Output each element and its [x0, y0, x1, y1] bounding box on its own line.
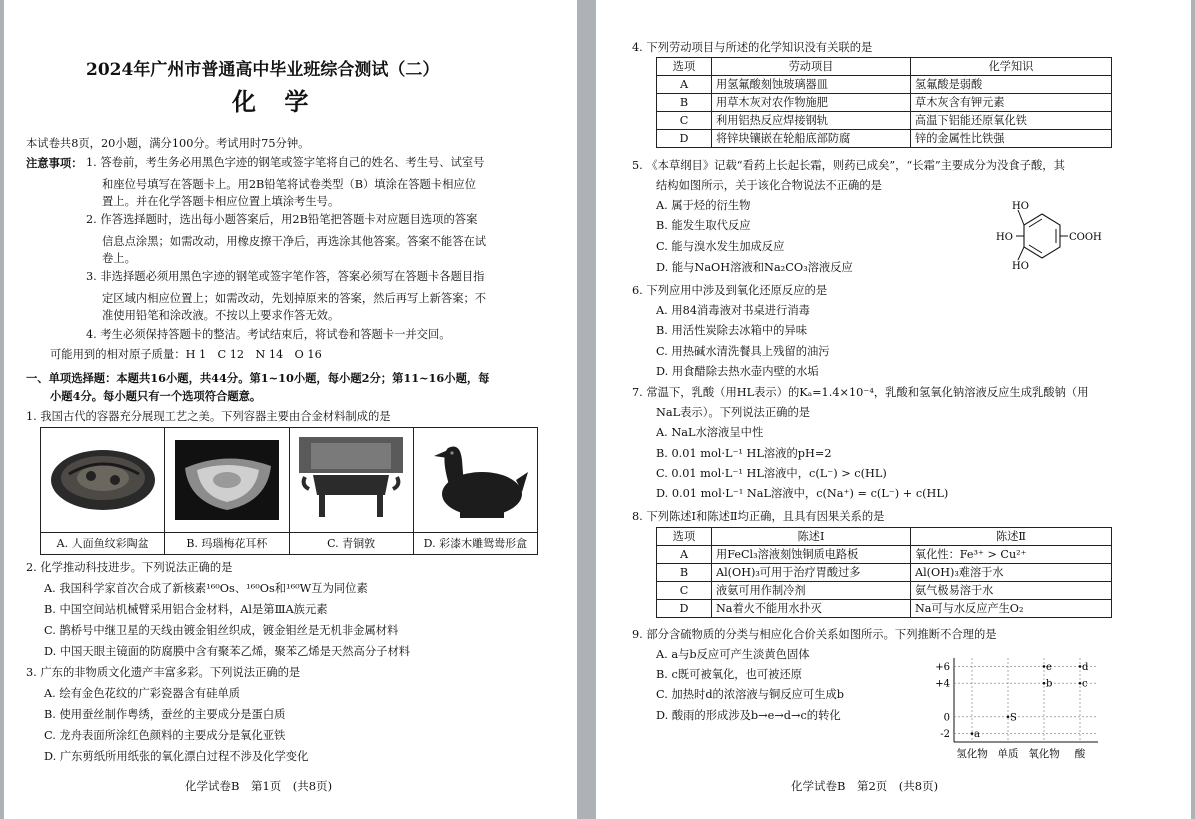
y-tick-label: -2 — [940, 729, 950, 741]
table-cell: C — [657, 112, 712, 130]
y-tick-label: 0 — [943, 712, 950, 724]
table-row — [657, 94, 1112, 112]
table-row — [657, 546, 1112, 564]
subject-title: 化 学 — [232, 87, 319, 116]
table-row — [657, 76, 1112, 94]
table-header-row — [657, 528, 1112, 546]
page-1 — [4, 0, 577, 819]
x-category-label: 酸 — [1074, 748, 1086, 760]
table-cell: 用草木灰对农作物施肥 — [712, 94, 911, 112]
q2-option: A. 我国科学家首次合成了新核素¹⁶⁰Os、¹⁶⁰Os和¹⁶⁰W互为同位素 — [44, 582, 368, 595]
data-point — [1043, 665, 1046, 668]
table-cell: 液氨可用作制冷剂 — [712, 582, 911, 600]
q5-option: B. 能发生取代反应 — [656, 219, 751, 232]
data-point-label: d — [1082, 661, 1089, 673]
q1-option-a: A. 人面鱼纹彩陶盆 — [56, 537, 149, 550]
ho-label: HO — [1012, 201, 1029, 212]
question-7-stem: 7. 常温下，乳酸（用HL表示）的Kₐ=1.4×10⁻⁴，乳酸和氢氧化钠溶液反应生成乳酸钠（用 — [632, 386, 1089, 399]
question-2-stem: 2. 化学推动科技进步。下列说法正确的是 — [26, 561, 233, 574]
q3-option: D. 广东剪纸所用纸张的氧化漂白过程不涉及化学变化 — [44, 750, 309, 763]
question-5-stem: 5. 《本草纲目》记载“看药上长起长霜，则药已成矣”，“长霜”主要成分为没食子酸，其 — [632, 159, 1065, 172]
q1-option-b: B. 玛瑙梅花耳杯 — [186, 537, 268, 550]
sulfur-valence-chart — [926, 650, 1106, 764]
q1-option-cell — [290, 428, 414, 554]
q2-option: D. 中国天眼主镜面的防腐膜中含有聚苯乙烯，聚苯乙烯是天然高分子材料 — [44, 645, 411, 658]
q9-option: B. c既可被氧化，也可被还原 — [656, 668, 803, 681]
q3-option: C. 龙舟表面所涂红色颜料的主要成分是氧化亚铁 — [44, 729, 286, 742]
notice-line: 定区域内相应位置上；如需改动，先划掉原来的答案，然后再写上新答案；不 — [102, 292, 487, 305]
notice-line: 准使用铅笔和涂改液。不按以上要求作答无效。 — [102, 309, 340, 322]
table-header: 陈述Ⅰ — [712, 528, 911, 546]
q7-option: B. 0.01 mol·L⁻¹ HL溶液的pH=2 — [656, 447, 832, 460]
notice-line: 3. 非选择题必须用黑色字迹的钢笔或签字笔作答，答案必须写在答题卡各题目指 — [86, 270, 485, 283]
cooh-label: COOH — [1069, 232, 1102, 243]
table-cell: B — [657, 564, 712, 582]
question-3-stem: 3. 广东的非物质文化遗产丰富多彩。下列说法正确的是 — [26, 666, 301, 679]
notice-label: 注意事项： — [26, 156, 83, 170]
table-cell: Al(OH)₃可用于治疗胃酸过多 — [712, 564, 911, 582]
data-point — [1079, 665, 1082, 668]
ho-label: HO — [996, 232, 1013, 243]
pottery-basin-image — [41, 428, 164, 533]
table-header-row — [657, 58, 1112, 76]
data-point-label: c — [1082, 678, 1088, 690]
agate-cup-image — [165, 428, 288, 533]
q4-table — [656, 57, 1112, 148]
table-cell: 将锌块镶嵌在轮船底部防腐 — [712, 130, 911, 148]
q9-option: A. a与b反应可产生淡黄色固体 — [656, 648, 810, 661]
question-4-stem: 4. 下列劳动项目与所述的化学知识没有关联的是 — [632, 41, 873, 54]
table-cell: A — [657, 546, 712, 564]
table-cell: 氧化性：Fe³⁺ > Cu²⁺ — [911, 546, 1112, 564]
q5-option: C. 能与溴水发生加成反应 — [656, 240, 785, 253]
q1-image-table — [40, 427, 538, 555]
table-cell: Na可与水反应产生O₂ — [911, 600, 1112, 618]
table-header: 劳动项目 — [712, 58, 911, 76]
question-7-stem: NaL表示）。下列说法正确的是 — [656, 406, 811, 419]
question-1-stem: 1. 我国古代的容器充分展现工艺之美。下列容器主要由合金材料制成的是 — [26, 410, 391, 423]
table-cell: 用FeCl₃溶液刻蚀铜质电路板 — [712, 546, 911, 564]
question-5-stem: 结构如图所示，关于该化合物说法不正确的是 — [656, 179, 882, 192]
table-cell: 锌的金属性比铁强 — [911, 130, 1112, 148]
q5-option: A. 属于烃的衍生物 — [656, 199, 751, 212]
intro-text: 本试卷共8页，20小题，满分100分。考试用时75分钟。 — [26, 137, 310, 150]
question-6-stem: 6. 下列应用中涉及到氧化还原反应的是 — [632, 284, 828, 297]
table-header: 化学知识 — [911, 58, 1112, 76]
q5-option: D. 能与NaOH溶液和Na₂CO₃溶液反应 — [656, 261, 853, 274]
q9-option: C. 加热时d的浓溶液与铜反应可生成b — [656, 688, 845, 701]
y-tick-label: +6 — [935, 661, 950, 673]
y-tick-label: +4 — [935, 678, 950, 690]
notice-line: 信息点涂黑；如需改动，用橡皮擦干净后，再选涂其他答案。答案不能答在试 — [102, 235, 487, 248]
table-header: 选项 — [657, 58, 712, 76]
table-row — [657, 564, 1112, 582]
section-heading: 小题4分。每小题只有一个选项符合题意。 — [50, 389, 262, 403]
table-cell: C — [657, 582, 712, 600]
table-cell: 氢氟酸是弱酸 — [911, 76, 1112, 94]
table-cell: D — [657, 600, 712, 618]
notice-line: 4. 考生必须保持答题卡的整洁。考试结束后，将试卷和答题卡一并交回。 — [86, 328, 451, 341]
section-heading: 一、单项选择题：本题共16小题，共44分。第1~10小题，每小题2分；第11~16小题，每 — [26, 371, 490, 385]
q1-option-d: D. 彩漆木雕鸳鸯形盒 — [423, 537, 528, 550]
q9-option: D. 酸雨的形成涉及b→e→d→c的转化 — [656, 709, 841, 722]
q2-option: B. 中国空间站机械臂采用铝合金材料，Al是第ⅢA族元素 — [44, 603, 328, 616]
table-cell: Na着火不能用水扑灭 — [712, 600, 911, 618]
page-footer: 化学试卷B 第1页 (共8页) — [185, 779, 333, 793]
q8-table — [656, 527, 1112, 618]
table-header: 选项 — [657, 528, 712, 546]
x-category-label: 氢化物 — [956, 748, 988, 760]
table-cell: D — [657, 130, 712, 148]
gallic-acid-structure — [994, 196, 1109, 272]
q7-option: A. NaL水溶液呈中性 — [656, 426, 764, 439]
duck-box-image — [414, 428, 537, 533]
q6-option: D. 用食醋除去热水壶内壁的水垢 — [656, 365, 819, 378]
notice-line: 卷上。 — [102, 252, 136, 265]
notice-line: 1. 答卷前，考生务必用黑色字迹的钢笔或签字笔将自己的姓名、考生号、试室号 — [86, 156, 485, 169]
bronze-dun-image — [290, 428, 413, 533]
table-row — [657, 600, 1112, 618]
q6-option: A. 用84消毒液对书桌进行消毒 — [656, 304, 810, 317]
q7-option: D. 0.01 mol·L⁻¹ NaL溶液中，c(Na⁺) = c(L⁻) + c(HL) — [656, 487, 949, 500]
data-point — [1043, 682, 1046, 685]
table-cell: 氨气极易溶于水 — [911, 582, 1112, 600]
exam-title: 2024年广州市普通高中毕业班综合测试（二） — [86, 60, 440, 80]
data-point — [1007, 716, 1010, 719]
table-header: 陈述Ⅱ — [911, 528, 1112, 546]
table-cell: 利用铝热反应焊接钢轨 — [712, 112, 911, 130]
notice-line: 2. 作答选择题时，选出每小题答案后，用2B铅笔把答题卡对应题目选项的答案 — [86, 213, 478, 226]
q1-option-cell — [414, 428, 537, 554]
ho-label: HO — [1012, 261, 1029, 272]
q3-option: B. 使用蚕丝制作粤绣，蚕丝的主要成分是蛋白质 — [44, 708, 286, 721]
page-2 — [596, 0, 1191, 819]
table-row — [657, 130, 1112, 148]
q2-option: C. 鹊桥号中继卫星的天线由镀金钼丝织成，镀金钼丝是无机非金属材料 — [44, 624, 399, 637]
q3-option: A. 绘有金色花纹的广彩瓷器含有硅单质 — [44, 687, 241, 700]
data-point — [971, 732, 974, 735]
q1-option-cell — [165, 428, 289, 554]
q6-option: B. 用活性炭除去冰箱中的异味 — [656, 324, 808, 337]
q1-option-cell — [41, 428, 165, 554]
table-cell: 高温下铝能还原氧化铁 — [911, 112, 1112, 130]
q6-option: C. 用热碱水清洗餐具上残留的油污 — [656, 345, 830, 358]
notice-line: 置上。并在化学答题卡相应位置上填涂考生号。 — [102, 195, 340, 208]
x-category-label: 单质 — [997, 748, 1019, 760]
data-point-label: a — [974, 729, 980, 741]
q1-option-c: C. 青铜敦 — [327, 537, 376, 550]
question-9-stem: 9. 部分含硫物质的分类与相应化合价关系如图所示。下列推断不合理的是 — [632, 628, 997, 641]
table-cell: Al(OH)₃难溶于水 — [911, 564, 1112, 582]
data-point-label: b — [1046, 678, 1053, 690]
data-point — [1079, 682, 1082, 685]
q7-option: C. 0.01 mol·L⁻¹ HL溶液中，c(L⁻) > c(HL) — [656, 467, 887, 480]
table-cell: 用氢氟酸刻蚀玻璃器皿 — [712, 76, 911, 94]
notice-line: 和座位号填写在答题卡上。用2B铅笔将试卷类型（B）填涂在答题卡相应位 — [102, 178, 476, 191]
atomic-mass-line: 可能用到的相对原子质量：H 1 C 12 N 14 O 16 — [50, 348, 322, 361]
x-category-label: 氧化物 — [1028, 748, 1060, 760]
question-8-stem: 8. 下列陈述Ⅰ和陈述Ⅱ均正确，且具有因果关系的是 — [632, 510, 885, 523]
page-footer: 化学试卷B 第2页 (共8页) — [791, 779, 939, 793]
table-row — [657, 112, 1112, 130]
table-cell: 草木灰含有钾元素 — [911, 94, 1112, 112]
table-row — [657, 582, 1112, 600]
table-cell: B — [657, 94, 712, 112]
data-point-label: S — [1010, 712, 1017, 724]
table-cell: A — [657, 76, 712, 94]
data-point-label: e — [1046, 661, 1052, 673]
